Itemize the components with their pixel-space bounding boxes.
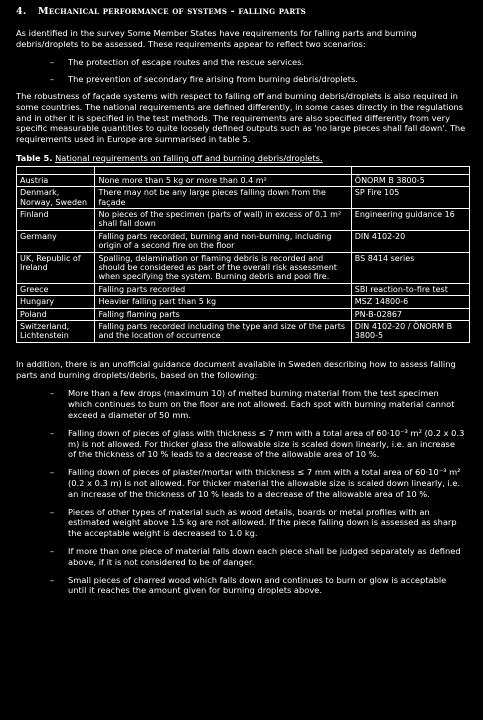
standard-cell: ÖNORM B 3800-5 <box>351 174 469 186</box>
section-number: 4. <box>16 6 27 17</box>
requirement-cell: Falling parts recorded, burning and non-burning, including origin of a second fire on the floor <box>95 230 351 252</box>
requirements-table <box>16 166 470 343</box>
standard-cell: SP Fire 105 <box>351 187 469 209</box>
list-item-text: If more than one piece of material falls down each piece shall be judged separately as defined above, if it is not considered to be of danger. <box>68 546 461 567</box>
bullet-dash: – <box>50 467 55 478</box>
guidance-intro-paragraph: In addition, there is an unofficial guidance document available in Sweden describing how to assess falling parts and burning droplets/debris, based on the following: <box>16 358 456 380</box>
country-cell: Finland <box>17 208 95 230</box>
standard-cell: MSZ 14800-6 <box>351 296 469 308</box>
table-label: Table 5. <box>16 152 53 163</box>
country-cell: Poland <box>17 308 95 320</box>
country-cell: UK, Republic of Ireland <box>17 252 95 283</box>
country-cell: Denmark, Norway, Sweden <box>17 187 95 209</box>
list-item <box>16 546 471 568</box>
country-cell: Switzerland, Lichtenstein <box>17 321 95 343</box>
header-cell <box>351 166 469 174</box>
standard-cell: Engineering guidance 16 <box>351 208 469 230</box>
standard-cell: DIN 4102-20 / ÖNORM B 3800-5 <box>351 321 469 343</box>
guidance-list <box>16 388 471 596</box>
section-heading <box>16 7 471 18</box>
bullet-dash: – <box>50 57 55 68</box>
header-cell <box>95 166 351 174</box>
list-item <box>16 388 471 420</box>
header-cell <box>17 166 95 174</box>
list-item-text: The prevention of secondary fire arising from burning debris/droplets. <box>68 74 358 85</box>
list-item <box>16 507 471 539</box>
bullet-dash: – <box>50 546 55 557</box>
bullet-dash: – <box>50 74 55 85</box>
list-item-text: Small pieces of charred wood which falls down and continues to burn or glow is acceptable until it reaches the amount given for burning droplets above. <box>68 574 447 596</box>
bullet-dash: – <box>50 574 55 585</box>
table-row <box>17 187 470 209</box>
requirement-cell: Falling parts recorded including the type and size of the parts and the location of occurrence <box>95 321 351 343</box>
scenario-list <box>16 57 471 85</box>
list-item <box>16 467 471 499</box>
section-title: Mechanical performance of systems - falling parts <box>38 6 306 17</box>
country-cell: Hungary <box>17 296 95 308</box>
table-row <box>17 252 470 283</box>
table-row <box>17 208 470 230</box>
requirement-cell: Spalling, delamination or flaming debris is recorded and should be considered as part of the overall risk assessment when specifying the system. Burning debris and pool fire. <box>95 252 351 283</box>
bullet-dash: – <box>50 388 55 399</box>
standard-cell: DIN 4102-20 <box>351 230 469 252</box>
requirement-cell: Falling parts recorded <box>95 283 351 295</box>
list-item-text: Falling down of pieces of plaster/mortar with thickness ≤ 7 mm with a total area of 60·10⁻³ m² (0.2 x 0.3 m) is not allowed. For thicker material the allowable size is scaled down linearly, i.e. an increase of the thickness of 10 % leads to a decrease of the allowable area of 10 %. <box>68 467 461 499</box>
standard-cell: PN-B-02867 <box>351 308 469 320</box>
bullet-dash: – <box>50 506 55 517</box>
list-item-text: More than a few drops (maximum 10) of melted burning material from the test specimen which continues to burn on the floor are not allowed. Each spot with burning material cannot exceed a diameter of 50 mm. <box>68 388 455 421</box>
list-item <box>16 57 471 68</box>
list-item-text: Pieces of other types of material such as wood details, boards or metal profiles with an estimated weight above 1.5 kg are not allowed. If the piece falling down is assessed as sharp the acceptable weight is decreased to 1.0 kg. <box>68 506 457 539</box>
table-row <box>17 174 470 186</box>
list-item <box>16 74 471 85</box>
table-caption-text: National requirements on falling off and burning debris/droplets. <box>55 152 323 163</box>
table-row <box>17 296 470 308</box>
table-header-row <box>17 166 470 174</box>
bullet-dash: – <box>50 427 55 438</box>
country-cell: Austria <box>17 174 95 186</box>
requirement-cell: There may not be any large pieces falling down from the façade <box>95 187 351 209</box>
robustness-paragraph: The robustness of façade systems with respect to falling off and burning debris/droplets is also required in some countries. The national requirements are defined differently, in some cases directly in the regulations and in other it is specified in the test methods. The requirements are also specified differently from very specific measurable quantities to quite loosely defined outputs such as 'no large pieces shall fall down'. The requirements used in Europe are summarised in table 5. <box>16 90 466 145</box>
list-item-text: Falling down of pieces of glass with thickness ≤ 7 mm with a total area of 60·10⁻³ m² (0.2 x 0.3 m) is not allowed. For thicker glass the allowable size is scaled down linearly, i.e. an increase of the thickness of 10 % leads to a decrease of the allowable area of 10 %. <box>68 427 465 460</box>
requirement-cell: Falling flaming parts <box>95 308 351 320</box>
requirement-cell: No pieces of the specimen (parts of wall) in excess of 0.1 m² shall fall down <box>95 208 351 230</box>
intro-paragraph: As identified in the survey Some Member States have requirements for falling parts and burning debris/droplets to be assessed. These requirements appear to reflect two scenarios: <box>16 27 417 49</box>
table-caption <box>16 153 471 164</box>
requirement-cell: Heavier falling part than 5 kg <box>95 296 351 308</box>
table-row <box>17 230 470 252</box>
country-cell: Greece <box>17 283 95 295</box>
table-row <box>17 308 470 320</box>
table-row <box>17 283 470 295</box>
list-item-text: The protection of escape routes and the rescue services. <box>68 57 305 68</box>
standard-cell: SBI reaction-to-fire test <box>351 283 469 295</box>
list-item <box>16 575 471 597</box>
table-row <box>17 321 470 343</box>
list-item <box>16 428 471 460</box>
requirement-cell: None more than 5 kg or more than 0.4 m² <box>95 174 351 186</box>
standard-cell: BS 8414 series <box>351 252 469 283</box>
country-cell: Germany <box>17 230 95 252</box>
